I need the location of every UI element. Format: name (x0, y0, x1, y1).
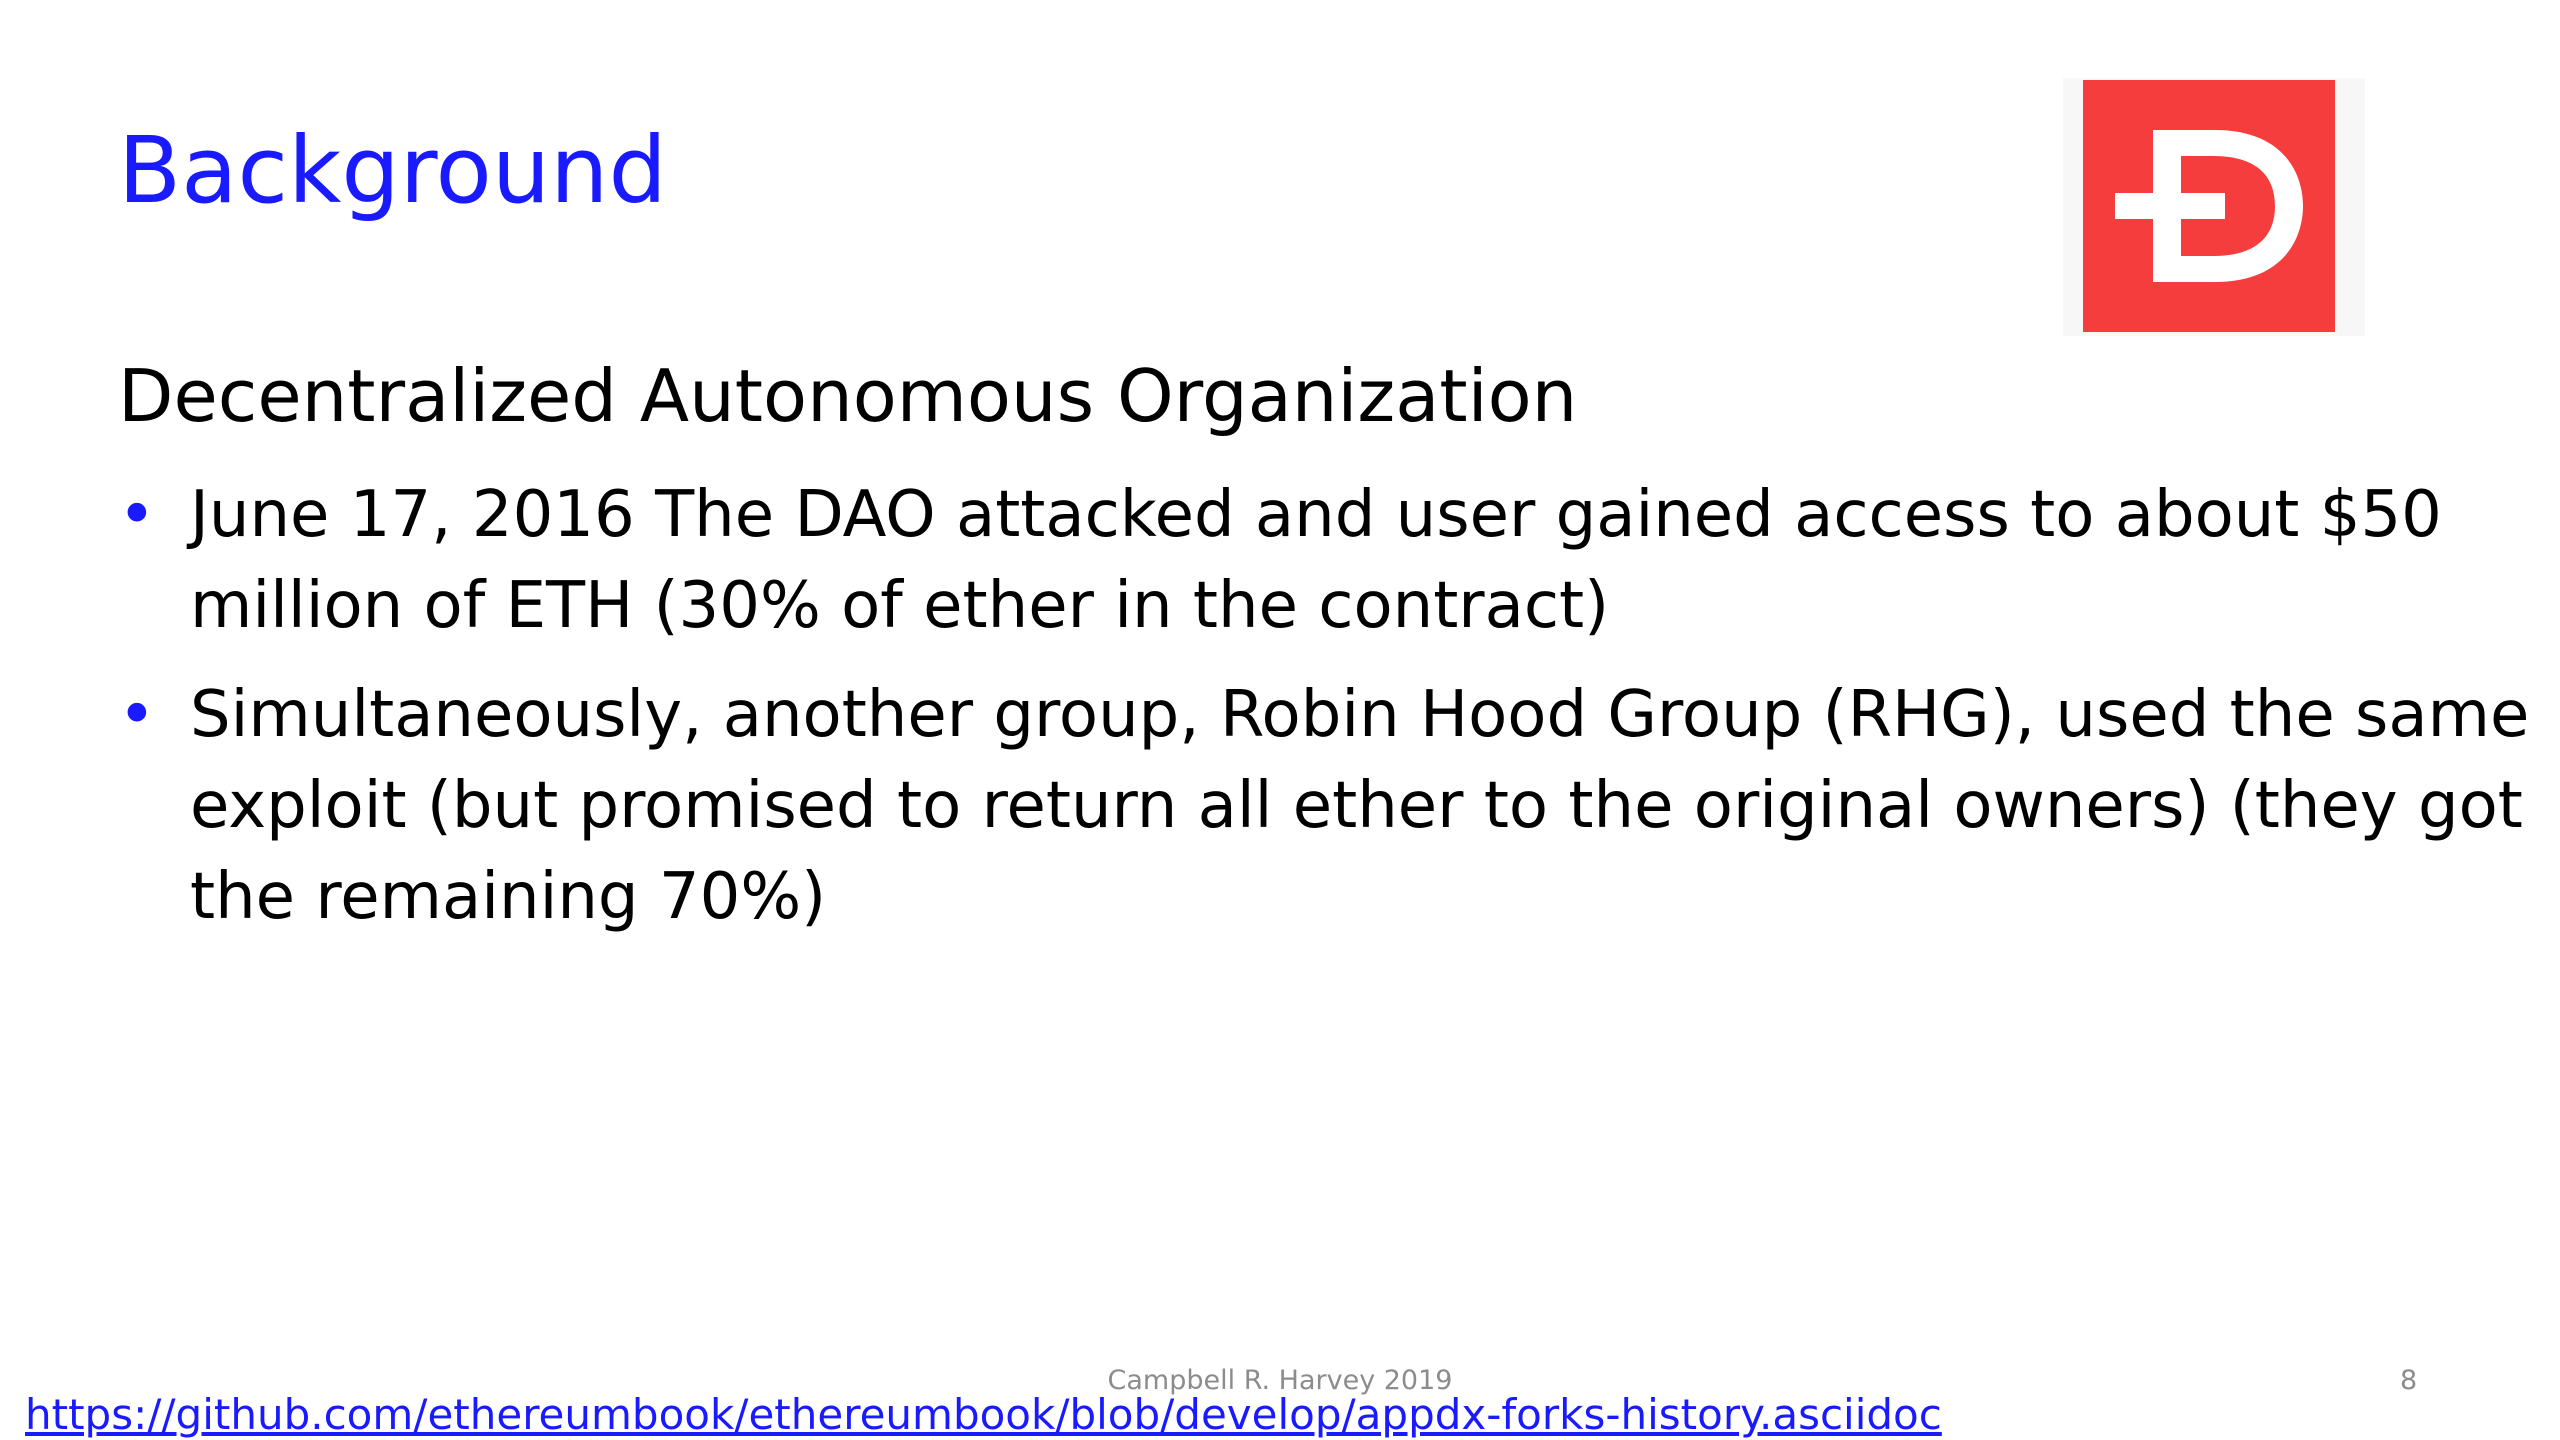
dao-logo-icon (2063, 78, 2365, 336)
footer-credit: Campbell R. Harvey 2019 (1107, 1365, 1453, 1396)
source-link[interactable]: https://github.com/ethereumbook/ethereumbook/blob/develop/appdx-forks-history.asciidoc (25, 1390, 1942, 1439)
bullet-text: June 17, 2016 The DAO attacked and user gained access to about $50 million of ETH (30% of ether in the contract) (190, 478, 2442, 643)
bullet-list (118, 470, 2538, 961)
bullet-item (118, 470, 2538, 652)
slide-title: Background (118, 117, 667, 224)
section-heading: Decentralized Autonomous Organization (118, 354, 1578, 438)
bullet-item (118, 670, 2538, 943)
bullet-marker: • (118, 678, 156, 752)
page-number: 8 (2400, 1365, 2418, 1396)
bullet-marker: • (118, 478, 156, 552)
bullet-text: Simultaneously, another group, Robin Hood Group (RHG), used the same exploit (but promised to return all ether to the original owners) (they got the remaining 70%) (190, 678, 2530, 934)
